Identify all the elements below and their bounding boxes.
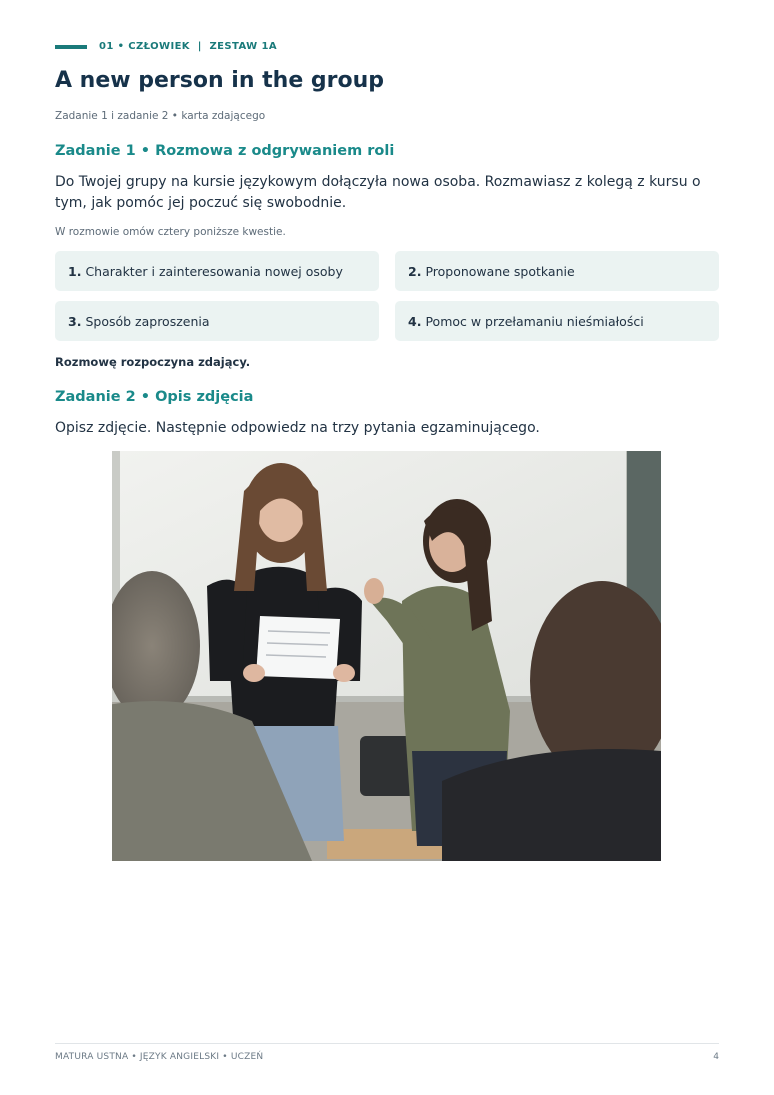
task1-heading: Zadanie 1 • Rozmowa z odgrywaniem roli <box>55 143 395 159</box>
point-label: Pomoc w przełamaniu nieśmiałości <box>425 313 644 329</box>
eyebrow-text: 01 • CZŁOWIEK | ZESTAW 1A <box>99 41 277 52</box>
point-number: 2. <box>408 263 422 279</box>
task1-starter: Rozmowę rozpoczyna zdający. <box>55 355 251 369</box>
footer-divider <box>55 1043 719 1044</box>
point-number: 3. <box>68 313 82 329</box>
task1-point-1 <box>55 251 379 291</box>
point-label: Proponowane spotkanie <box>425 263 575 279</box>
classroom-photo <box>112 451 661 861</box>
point-label: Charakter i zainteresowania nowej osoby <box>85 263 343 279</box>
task1-intro: Do Twojej grupy na kursie językowym dołączyła nowa osoba. Rozmawiasz z kolegą z kursu o tym, jak pomóc jej poczuć się swobodnie. <box>55 174 701 211</box>
page-title: A new person in the group <box>55 68 385 93</box>
eyebrow-accent-bar <box>55 45 87 49</box>
task1-point-4 <box>395 301 719 341</box>
point-number: 1. <box>68 263 82 279</box>
task2-intro: Opisz zdjęcie. Następnie odpowiedz na trzy pytania egzaminującego. <box>55 420 540 436</box>
point-number: 4. <box>408 313 422 329</box>
task2-heading: Zadanie 2 • Opis zdjęcia <box>55 389 254 405</box>
section-eyebrow <box>55 41 277 52</box>
task1-note: W rozmowie omów cztery poniższe kwestie. <box>55 226 286 238</box>
exam-page <box>55 0 719 1095</box>
classroom-photo-illustration <box>112 451 661 861</box>
point-label: Sposób zaproszenia <box>85 313 210 329</box>
task1-point-3 <box>55 301 379 341</box>
page-number: 4 <box>713 1052 719 1062</box>
footer-label: MATURA USTNA • JĘZYK ANGIELSKI • UCZEŃ <box>55 1052 264 1062</box>
task1-point-2 <box>395 251 719 291</box>
page-subtitle: Zadanie 1 i zadanie 2 • karta zdającego <box>55 110 266 122</box>
